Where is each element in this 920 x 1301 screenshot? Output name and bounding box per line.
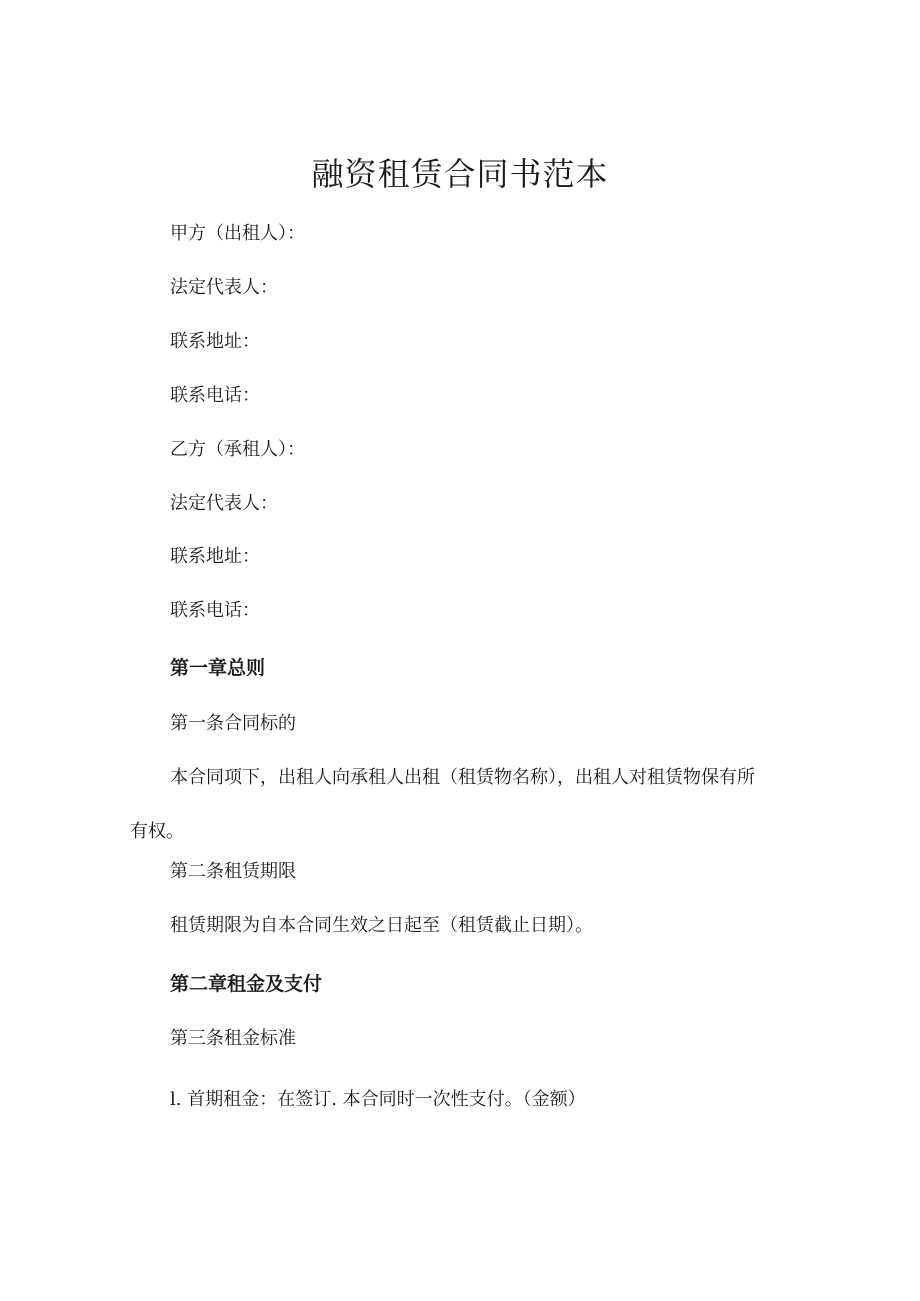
chapter-2-heading: 第二章租金及支付: [170, 973, 323, 995]
party-a-label: 甲方（出租人）：: [170, 223, 305, 244]
article-1-text-line-2: 有权。: [130, 821, 184, 842]
article-3-title: 第三条租金标准: [170, 1028, 296, 1049]
article-3-item-1: l. 首期租金：在签订. 本合同时一次性支付。（金额）: [170, 1089, 586, 1110]
chapter-1-heading: 第一章总则: [170, 657, 266, 679]
party-b-phone: 联系电话：: [170, 600, 260, 621]
article-1-title: 第一条合同标的: [170, 713, 296, 734]
article-2-text: 租赁期限为自本合同生效之日起至（租赁截止日期）。: [170, 915, 593, 936]
party-b-label: 乙方（承租人）：: [170, 439, 305, 460]
party-b-address: 联系地址：: [170, 546, 260, 567]
article-1-text-line-1: 本合同项下，出租人向承租人出租（租赁物名称），出租人对租赁物保有所: [170, 767, 755, 788]
party-b-representative: 法定代表人：: [170, 493, 278, 514]
party-a-address: 联系地址：: [170, 331, 260, 352]
party-a-representative: 法定代表人：: [170, 277, 278, 298]
party-a-phone: 联系电话：: [170, 385, 260, 406]
article-1-paragraph: [130, 765, 790, 845]
article-2-title: 第二条租赁期限: [170, 861, 296, 882]
document-title: 融资租赁合同书范本: [311, 155, 609, 193]
